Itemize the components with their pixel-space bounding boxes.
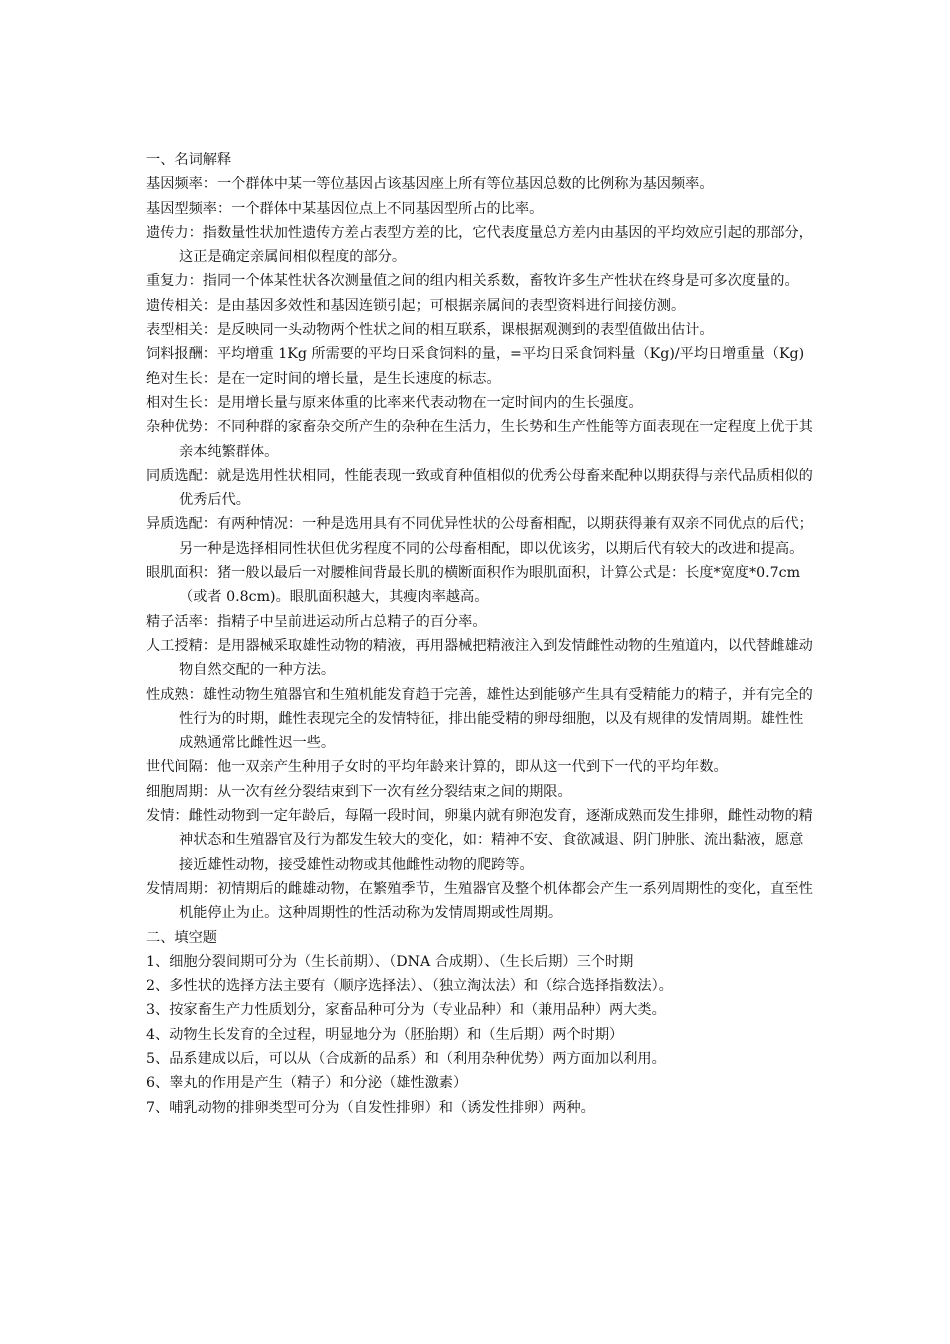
definition-term: 精子活率： (146, 613, 217, 630)
definition-entry (146, 269, 814, 293)
definition-entry (146, 634, 814, 683)
definition-text: 雄性动物生殖器官和生殖机能发育趋于完善，雄性达到能够产生具有受精能力的精子，并有完全的性行为的时期，雌性表现完全的发情特征，排出能受精的卵母细胞，以及有规律的发情周期。雄性性成熟通常比雌性迟一些。 (179, 686, 813, 752)
definition-term: 发情： (146, 808, 189, 825)
fill-in-item: 3、按家畜生产力性质划分，家畜品种可分为（专业品种）和（兼用品种）两大类。 (146, 1002, 666, 1019)
definition-term: 眼肌面积： (146, 565, 217, 582)
definition-text: 是反映同一头动物两个性状之间的相互联系，课根据观测到的表型值做出估计。 (216, 322, 714, 339)
definition-text: 不同种群的家畜杂交所产生的杂种在生活力，生长势和生产性能等方面表现在一定程度上优于其亲本纯繁群体。 (179, 419, 813, 460)
definition-entry (146, 804, 814, 877)
definition-text: 指同一个体某性状各次测量值之间的组内相关系数，畜牧许多生产性状在终身是可多次度量的。 (202, 273, 799, 290)
definition-text: 是在一定时间的增长量，是生长速度的标志。 (216, 370, 501, 387)
definition-entry (146, 464, 814, 513)
definition-term: 性成熟： (146, 686, 203, 703)
definition-term: 同质选配： (146, 467, 217, 484)
definition-term: 世代间隔： (146, 759, 217, 776)
fill-in-item: 5、品系建成以后，可以从（合成新的品系）和（利用杂种优势）两方面加以利用。 (146, 1050, 666, 1067)
definition-term: 遗传相关： (146, 297, 217, 314)
definition-entry (146, 342, 814, 366)
definition-text: 初情期后的雌雄动物，在繁殖季节，生殖器官及整个机体都会产生一系列周期性的变化，直至性机能停止为止。这种周期性的性活动称为发情周期或性周期。 (179, 880, 813, 922)
definition-entry (146, 512, 814, 561)
fill-in-item: 4、动物生长发育的全过程，明显地分为（胚胎期）和（生后期）两个时期） (146, 1026, 624, 1043)
definition-entry (146, 877, 814, 926)
definition-term: 遗传力： (146, 224, 203, 241)
document-page (146, 148, 814, 1120)
definition-text: 一个群体中某基因位点上不同基因型所占的比率。 (231, 200, 544, 217)
definition-entry (146, 780, 814, 804)
definition-text: 指精子中呈前进运动所占总精子的百分率。 (216, 613, 487, 630)
definition-text: 有两种情况：一种是选用具有不同优异性状的公母畜相配，以期获得兼有双亲不同优点的后代；另一种是选择相同性状但优劣程度不同的公母畜相配，即以优该劣，以期后代有较大的改进和提高。 (179, 516, 813, 557)
definition-entry (146, 172, 814, 196)
definition-entry (146, 415, 814, 464)
definition-term: 基因型频率： (146, 200, 232, 217)
fill-in-item: 6、睾丸的作用是产生（精子）和分泌（雄性激素） (146, 1075, 468, 1092)
definition-text: 猪一般以最后一对腰椎间背最长肌的横断面积作为眼肌面积，计算公式是：长度*宽度*0.7cm（或者 0.8cm)。眼肌面积越大，其瘦肉率越高。 (179, 565, 801, 606)
definition-text: 从一次有丝分裂结束到下一次有丝分裂结束之间的期限。 (216, 783, 572, 800)
definition-term: 发情周期： (146, 880, 217, 897)
definition-text: 平均增重 1Kg 所需要的平均日采食饲料的量，=平均日采食饲料量（Kg)/平均日增重量（Kg) (216, 346, 805, 363)
definition-term: 人工授精： (146, 637, 217, 654)
definition-entry (146, 683, 814, 756)
definition-text: 他一双亲产生种用子女时的平均年龄来计算的，即从这一代到下一代的平均年数。 (216, 759, 728, 776)
definition-term: 基因频率： (146, 176, 217, 193)
definition-entry (146, 610, 814, 634)
definition-entry (146, 318, 814, 342)
definition-term: 细胞周期： (146, 783, 217, 800)
definition-text: 就是选用性状相同，性能表现一致或育种值相似的优秀公母畜来配种以期获得与亲代品质相似的优秀后代。 (179, 467, 813, 509)
definition-entry (146, 367, 814, 391)
definition-entry (146, 391, 814, 415)
definition-term: 饲料报酬： (146, 346, 217, 363)
definition-entry (146, 221, 814, 270)
definition-text: 一个群体中某一等位基因占该基因座上所有等位基因总数的比例称为基因频率。 (216, 176, 714, 193)
definition-text: 是用增长量与原来体重的比率来代表动物在一定时间内的生长强度。 (216, 394, 643, 411)
definition-entry (146, 561, 814, 610)
definition-entry (146, 294, 814, 318)
fill-in-item: 1、细胞分裂间期可分为（生长前期）、（DNA 合成期）、（生长后期）三个时期 (146, 953, 634, 970)
definition-term: 绝对生长： (146, 370, 217, 387)
definition-text: 是用器械采取雄性动物的精液，再用器械把精液注入到发情雌性动物的生殖道内，以代替雌雄动物自然交配的一种方法。 (179, 637, 813, 679)
fill-in-item: 2、多性状的选择方法主要有（顺序选择法）、（独立淘汰法）和（综合选择指数法）。 (146, 978, 673, 995)
definition-term: 相对生长： (146, 394, 217, 411)
definition-term: 异质选配： (146, 516, 217, 533)
definition-term: 表型相关： (146, 322, 217, 339)
definition-text: 指数量性状加性遗传方差占表型方差的比，它代表度量总方差内由基因的平均效应引起的那部分，这正是确定亲属间相似程度的部分。 (179, 224, 813, 266)
section-title-definitions: 一、名词解释 (146, 152, 232, 168)
definition-entry (146, 755, 814, 779)
definition-entry (146, 197, 814, 221)
fill-in-item: 7、哺乳动物的排卵类型可分为（自发性排卵）和（诱发性排卵）两种。 (146, 1099, 595, 1116)
definition-text: 雌性动物到一定年龄后，每隔一段时间，卵巢内就有卵泡发育，逐渐成熟而发生排卵，雌性动物的精神状态和生殖器官及行为都发生较大的变化，如：精神不安、食欲减退、阴门肿胀、流出黏液，愿意接近雄性动物，接受雄性动物或其他雌性动物的爬跨等。 (179, 808, 813, 873)
definition-term: 重复力： (146, 273, 203, 290)
section-title-fill-in: 二、填空题 (146, 929, 217, 946)
definition-term: 杂种优势： (146, 419, 217, 436)
definition-text: 是由基因多效性和基因连锁引起；可根据亲属间的表型资料进行间接仿测。 (216, 297, 686, 314)
